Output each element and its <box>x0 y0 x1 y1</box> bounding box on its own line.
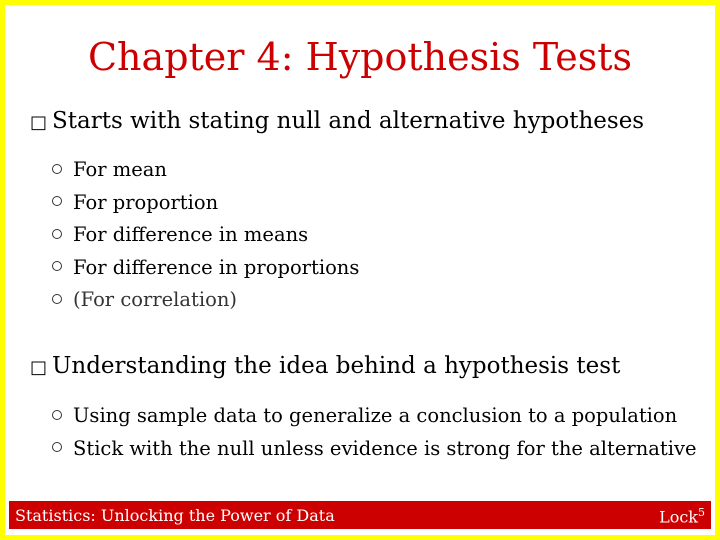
bullet-2 <box>30 353 620 381</box>
circle-bullet-icon <box>52 196 62 206</box>
footer-title: Statistics: Unlocking the Power of Data <box>15 506 335 525</box>
checkbox-icon: □ <box>30 357 48 378</box>
list-item: Using sample data to generalize a conclusion to a population <box>52 400 697 433</box>
list-item: For difference in proportions <box>52 252 359 285</box>
list-item: Stick with the null unless evidence is strong for the alternative <box>52 433 697 466</box>
bullet-2-subitems <box>52 400 697 465</box>
list-item: (For correlation) <box>52 284 359 317</box>
circle-bullet-icon <box>52 410 62 420</box>
circle-bullet-icon <box>52 164 62 174</box>
list-item: For difference in means <box>52 219 359 252</box>
footer-author: Lock$^5$ <box>659 506 705 527</box>
slide-title: Chapter 4: Hypothesis Tests <box>87 35 633 79</box>
bullet-1-text: Starts with stating null and alternative hypotheses <box>52 108 645 134</box>
bullet-2-text: Understanding the idea behind a hypothesis test <box>52 353 621 379</box>
bullet-1-subitems <box>52 154 359 317</box>
circle-bullet-icon <box>52 294 62 304</box>
circle-bullet-icon <box>52 442 62 452</box>
footer-bar <box>9 501 711 529</box>
checkbox-icon: □ <box>30 112 48 133</box>
list-item: For mean <box>52 154 359 187</box>
bullet-1 <box>30 108 644 136</box>
circle-bullet-icon <box>52 261 62 271</box>
circle-bullet-icon <box>52 229 62 239</box>
list-item: For proportion <box>52 187 359 220</box>
